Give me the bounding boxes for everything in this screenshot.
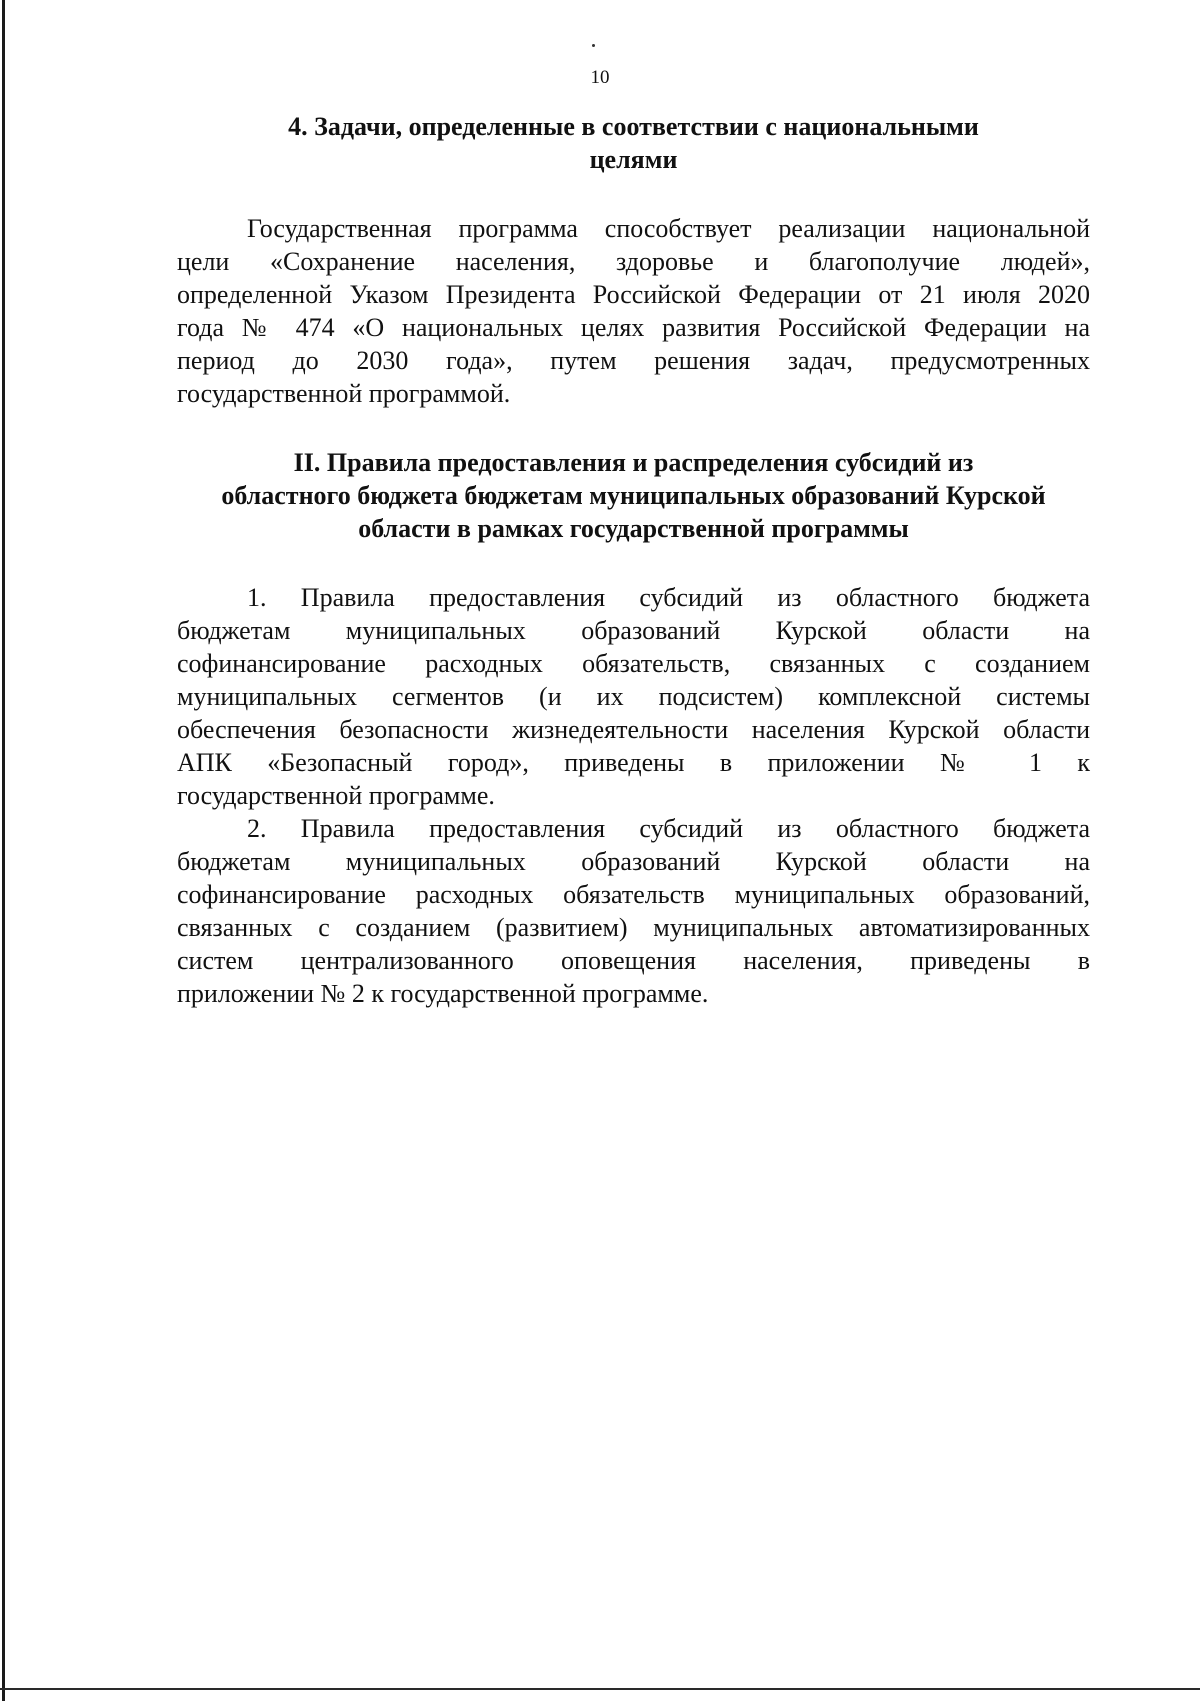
section2-heading-line: областного бюджета бюджетам муниципальных образований Курской (221, 481, 1046, 510)
paragraph-line: систем централизованного оповещения населения, приведены в (177, 946, 1090, 975)
scan-border-left (2, 0, 5, 1701)
tasks-heading-line: 4. Задачи, определенные в соответствии с национальными (288, 112, 979, 141)
paragraph-line: софинансирование расходных обязательств, связанных с созданием (177, 649, 1090, 678)
paragraph-line: государственной программе. (177, 781, 495, 810)
tasks-heading-line: целями (589, 145, 678, 174)
document-body (177, 110, 1090, 1010)
section2-heading (177, 446, 1090, 545)
tasks-heading (177, 110, 1090, 176)
paragraph-line: определенной Указом Президента Российской Федерации от 21 июля 2020 (177, 280, 1090, 309)
scan-border-bottom (0, 1688, 1200, 1690)
tasks-paragraph (177, 212, 1090, 410)
paragraph-line: государственной программой. (177, 379, 511, 408)
paragraph-line: 2. Правила предоставления субсидий из областного бюджета (247, 814, 1090, 843)
paragraph-line: муниципальных сегментов (и их подсистем) комплексной системы (177, 682, 1090, 711)
rule2-paragraph (177, 812, 1090, 1010)
paragraph-line: бюджетам муниципальных образований Курской области на (177, 616, 1090, 645)
paragraph-line: обеспечения безопасности жизнедеятельности населения Курской области (177, 715, 1090, 744)
page-number: 10 (590, 67, 610, 88)
paragraph-line: цели «Сохранение населения, здоровье и благополучие людей», (177, 247, 1090, 276)
scan-speck (592, 44, 595, 47)
paragraph-line: 1. Правила предоставления субсидий из областного бюджета (247, 583, 1090, 612)
paragraph-line: софинансирование расходных обязательств муниципальных образований, (177, 880, 1090, 909)
section2-heading-line: области в рамках государственной программы (358, 514, 909, 543)
paragraph-line: бюджетам муниципальных образований Курской области на (177, 847, 1090, 876)
rule1-paragraph (177, 581, 1090, 812)
paragraph-line: приложении № 2 к государственной программе. (177, 979, 709, 1008)
section2-heading-line: II. Правила предоставления и распределения субсидий из (293, 448, 974, 477)
paragraph-line: период до 2030 года», путем решения задач, предусмотренных (177, 346, 1090, 375)
paragraph-line: АПК «Безопасный город», приведены в приложении № 1 к (177, 748, 1090, 777)
paragraph-line: года № 474 «О национальных целях развития Российской Федерации на (177, 313, 1090, 342)
paragraph-line: связанных с созданием (развитием) муниципальных автоматизированных (177, 913, 1090, 942)
paragraph-line: Государственная программа способствует реализации национальной (247, 214, 1090, 243)
